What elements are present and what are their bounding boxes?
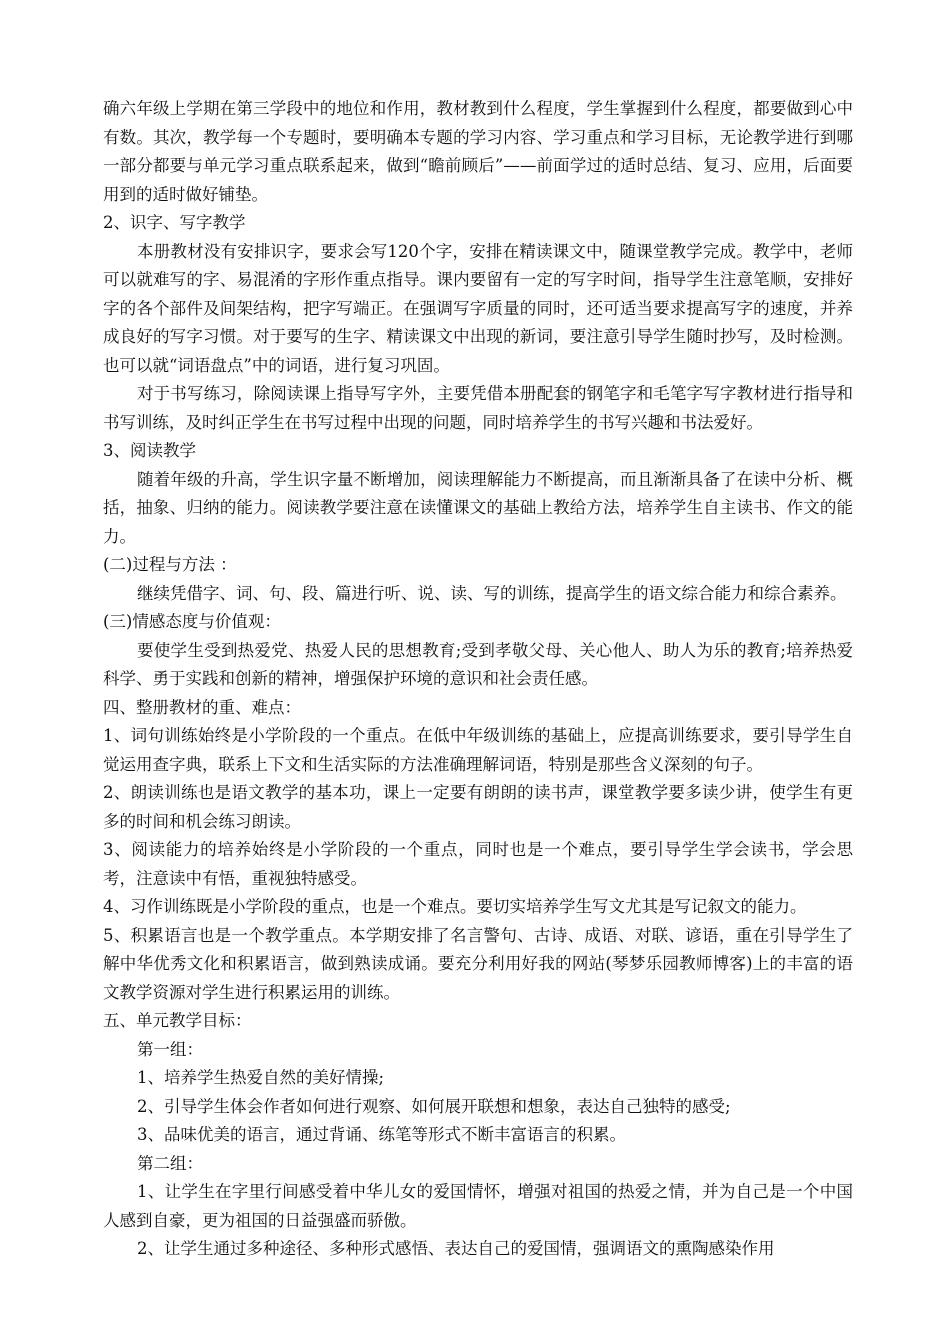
heading-unit-goals: 五、单元教学目标： (103, 1011, 252, 1030)
heading-literacy-writing: 2、识字、写字教学 (103, 213, 246, 232)
list-item-3: 3、阅读能力的培养始终是小学阶段的一个重点，同时也是一个难点，要引导学生学会读书，学会思考，注意读中有悟，重视独特感受。 (103, 840, 853, 888)
heading-key-difficulties: 四、整册教材的重、难点： (103, 697, 301, 717)
paragraph-1: 确六年级上学期在第三学段中的地位和作用，教材教到什么程度，学生掌握到什么程度，都要做到心中有数。其次，教学每一个专题时，要明确本专题的学习内容、学习重点和学习目标，无论教学进行到哪一部分都要与单元学习重点联系起来，做到“瞻前顾后”——前面学过的适时总结、复习、应用，后面要用到的适时做好铺垫。 (103, 99, 853, 204)
list-item-5: 5、积累语言也是一个教学重点。本学期安排了名言警句、古诗、成语、对联、谚语，重在引导学生了解中华优秀文化和积累语言，做到熟读成诵。要充分利用好我的网站(琴梦乐园教师博客)上的丰富的语文教学资源对学生进行积累运用的训练。 (103, 925, 853, 1002)
group-1-item-1: 1、培养学生热爱自然的美好情操; (137, 1068, 385, 1087)
group-1-item-2: 2、引导学生体会作者如何进行观察、如何展开联想和想象，表达自己独特的感受; (137, 1096, 731, 1116)
group-1-item-3: 3、品味优美的语言，通过背诵、练笔等形式不断丰富语言的积累。 (137, 1125, 626, 1144)
group-2-item-1: 1、让学生在字里行间感受着中华儿女的爱国情怀，增强对祖国的热爱之情，并为自己是一个中国人感到自豪，更为祖国的日益强盛而骄傲。 (103, 1182, 853, 1230)
paragraph-3: 本册教材没有安排识字，要求会写120个字，安排在精读课文中，随课堂教学完成。教学中，老师可以就难写的字、易混淆的字形作重点指导。课内要留有一定的写字时间，指导学生注意笔顺，安排好字的各个部件及间架结构，把字写端正。在强调写字质量的同时，还可适当要求提高写字的速度，并养成良好的写字习惯。对于要写的生字、精读课文中出现的新词，要注意引导学生随时抄写，及时检测。也可以就“词语盘点”中的词语，进行复习巩固。 (103, 241, 853, 375)
heading-reading: 3、阅读教学 (103, 441, 196, 460)
heading-emotion-values: (三)情感态度与价值观： (103, 612, 281, 631)
paragraph-10: 要使学生受到热爱党、热爱人民的思想教育;受到孝敬父母、关心他人、助人为乐的教育;培养热爱科学、勇于实践和创新的精神，增强保护环境的意识和社会责任感。 (103, 640, 853, 688)
group-2-item-2: 2、让学生通过多种途径、多种形式感悟、表达自己的爱国情，强调语文的熏陶感染作用 (137, 1239, 775, 1258)
group-1-heading: 第一组： (137, 1039, 203, 1059)
paragraph-6: 随着年级的升高，学生识字量不断增加，阅读理解能力不断提高，而且渐渐具备了在读中分析、概括，抽象、归纳的能力。阅读教学要注意在读懂课文的基础上教给方法，培养学生自主读书、作文的能力。 (103, 469, 853, 546)
document-body (103, 95, 853, 1264)
list-item-2: 2、朗读训练也是语文教学的基本功，课上一定要有朗朗的读书声，课堂教学要多读少讲，使学生有更多的时间和机会练习朗读。 (103, 783, 853, 831)
group-2-heading: 第二组： (137, 1153, 203, 1173)
paragraph-8: 继续凭借字、词、句、段、篇进行听、说、读、写的训练，提高学生的语文综合能力和综合素养。 (137, 583, 847, 603)
paragraph-4: 对于书写练习，除阅读课上指导写字外，主要凭借本册配套的钢笔字和毛笔字写字教材进行指导和书写训练，及时纠正学生在书写过程中出现的问题，同时培养学生的书写兴趣和书法爱好。 (103, 384, 853, 432)
list-item-4: 4、习作训练既是小学阶段的重点，也是一个难点。要切实培养学生写文尤其是写记叙文的能力。 (103, 897, 807, 916)
heading-process-method: (二)过程与方法 ： (103, 555, 237, 574)
list-item-1: 1、词句训练始终是小学阶段的一个重点。在低中年级训练的基础上，应提高训练要求，要引导学生自觉运用查字典，联系上下文和生活实际的方法准确理解词语，特别是那些含义深刻的句子。 (103, 726, 853, 774)
